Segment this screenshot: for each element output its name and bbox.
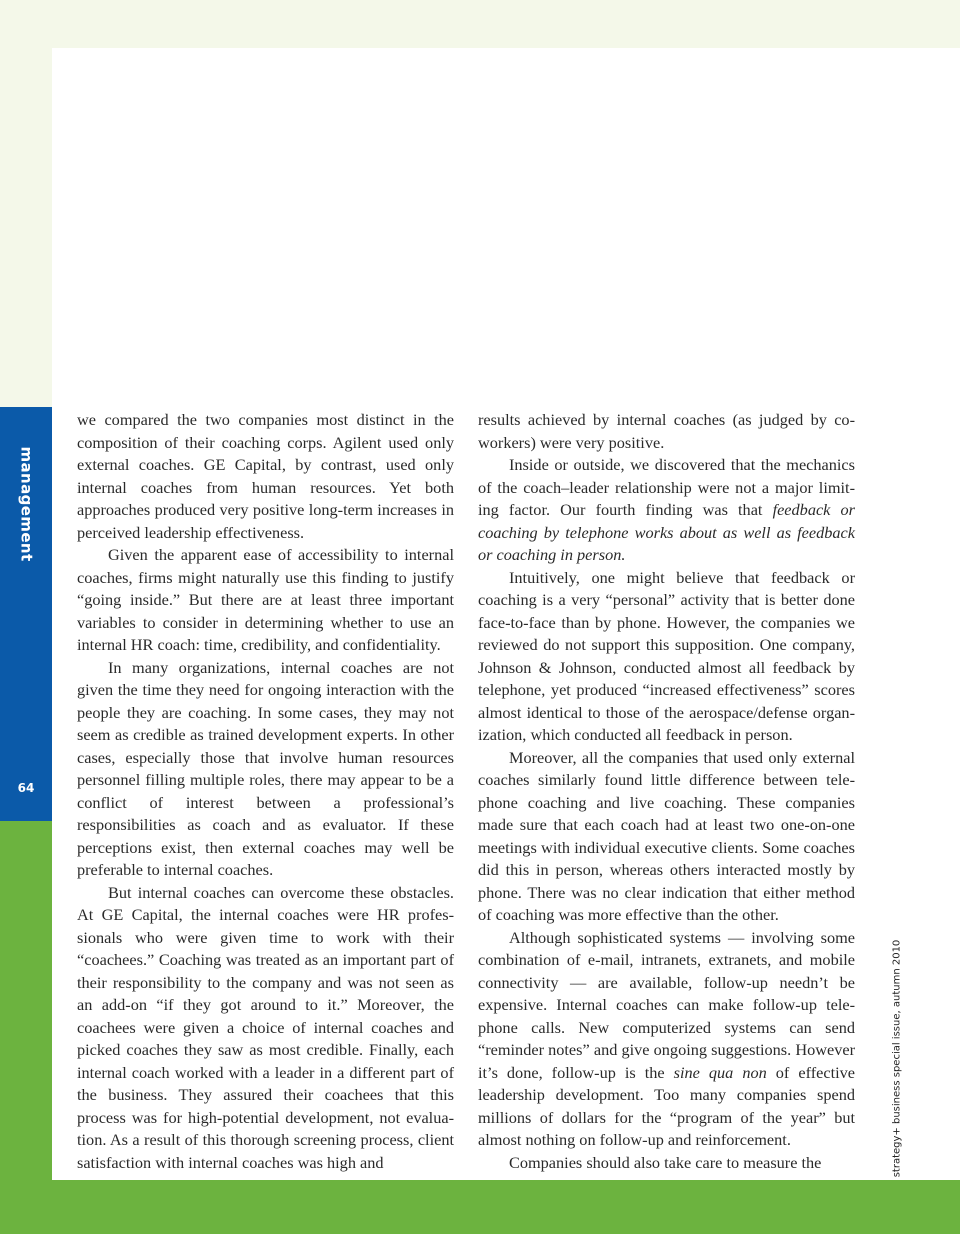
left-paragraph-4: But internal coaches can overcome these obstacles. At GE Capital, the internal coaches were HR professionals who were given time to work with their “coachees.” Coaching was treated as an important part of their responsibility to the company and was not seen as an add-on “if they got around to it.” Moreover, the coachees were given a choice of internal coaches and picked coaches they saw as most credible. Finally, each internal coach worked with a leader in a different part of the business. They assured their coachees that this process was for high-potential development, not evaluation. As a result of this thorough screening process, client satisfaction with internal coaches was high and [77, 882, 454, 1172]
right-paragraph-6: Companies should also take care to measure the [509, 1152, 822, 1172]
right-paragraph-4: Moreover, all the companies that used only external coaches similarly found little difference between telephone coaching and live coaching. These companies made sure that each coach had at least two one-on-one meetings with individual executive clients. Some coaches did this in person, whereas others interacted mostly by phone. There was no clear indication that either method of coaching was more effective than the other. [478, 747, 855, 924]
left-paragraph-1: we compared the two companies most distinct in the composition of their coaching corps. Agilent used only external coaches. GE Capital, by contrast, used only internal coaches from human resources. Yet both approaches produced very positive long-term increases in perceived leadership effectiveness. [77, 410, 454, 542]
right-paragraph-5 [478, 927, 855, 1152]
right-paragraph-1: results achieved by internal coaches (as judged by coworkers) were very positive. [478, 410, 855, 452]
right-paragraph-5-text-b: of effective leadership development. Too many companies spend millions of dollars for the “program of the year” but almost nothing on follow-up and reinforcement. [478, 1062, 855, 1149]
right-paragraph-3: Intuitively, one might believe that feedback or coaching is a very “personal” activity that is better done face-to-face than by phone. However, the companies we reviewed do not support this supposition. One company, Johnson & Johnson, conducted almost all feedback by telephone, yet produced “increased effectiveness” scores almost identical to those of the aerospace/defense organization, which conducted all feedback in person. [478, 567, 855, 744]
right-paragraph-5-text-a: Although sophisticated systems — involving some combination of e-mail, intranets, extranets, and mobile connectivity — are available, follow-up needn’t be expensive. Internal coaches can make follow-up telephone calls. New computerized systems can send “reminder notes” and give ongoing suggestions. However it’s done, follow-up is the [478, 927, 855, 1082]
latin-phrase-emphasis: sine qua non [673, 1062, 767, 1082]
right-paragraph-2-text: Inside or outside, we discovered that the mechanics of the coach–leader relationship were not a major limiting factor. Our fourth finding was that [478, 455, 855, 519]
publication-footer-text: strategy+ business special issue, autumn 2010 [891, 939, 903, 1177]
page-number: 64 [17, 781, 35, 795]
right-paragraph-2 [478, 454, 855, 567]
left-column [77, 409, 454, 1174]
right-column [478, 409, 855, 1174]
finding-emphasis: feedback or coaching by telephone works about as well as feedback or coaching in person. [478, 500, 855, 564]
section-label-text: management [18, 446, 36, 562]
left-paragraph-3: In many organizations, internal coaches are not given the time they need for ongoing interaction with the people they are coaching. In some cases, they may not seem as credible as trained development experts. In other cases, especially those that involve human resources personnel filling multiple roles, there may appear to be a conflict of interest between a professional’s responsibilities as coach and as evaluator. If these perceptions exist, then external coaches may well be preferable to internal coaches. [77, 657, 454, 879]
section-label [10, 448, 44, 560]
left-paragraph-2: Given the apparent ease of accessibility to internal coaches, firms might naturally use this finding to justify “going inside.” But there are at least three important variables to consider in determining whether to use an internal HR coach: time, credibility, and confidentiality. [77, 545, 454, 654]
publication-footer [884, 939, 910, 1177]
